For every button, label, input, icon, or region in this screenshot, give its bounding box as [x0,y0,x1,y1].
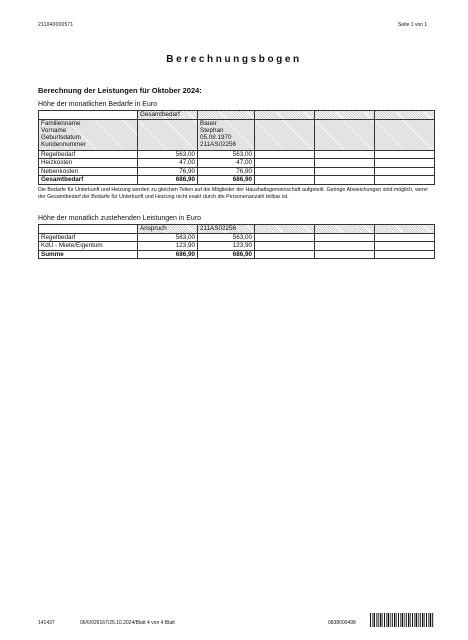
row-total: 563,00 [138,150,198,159]
person-label-lastname: Familienname [41,119,81,127]
benefits-header-empty [39,225,138,234]
empty-cell [375,159,435,168]
empty-cell [375,250,435,259]
needs-header-row [39,111,435,120]
sum-label: Gesamtbedarf [39,176,138,185]
row-claim: 563,00 [138,233,198,242]
needs-sum-row [39,176,435,185]
table-row [39,233,435,242]
row-label: Regelbedarf [39,150,138,159]
table-row [39,167,435,176]
header-page-number: Seite 1 von 1 [398,22,428,28]
sum-claim: 686,90 [138,250,198,259]
footer-code-left: 141437 [38,620,55,626]
empty-cell [255,233,315,242]
person-birthdate: 05.08.1970 [200,134,232,142]
needs-heading: Höhe der monatlichen Bedarfe in Euro [38,101,158,108]
barcode-icon [370,613,434,627]
needs-table [38,110,435,185]
benefits-header-cell [255,225,315,234]
empty-cell [255,242,315,251]
person-label-birthdate: Geburtsdatum [41,134,81,142]
needs-header-empty [39,111,138,120]
row-total: 76,90 [138,167,198,176]
empty-cell [375,150,435,159]
needs-col-total: Gesamtbedarf [138,111,198,120]
person-firstname: Stephan [200,126,224,134]
person-labels [39,119,138,150]
person-empty-cell [375,119,435,150]
empty-cell [315,233,375,242]
document-title: Berechnungsbogen [166,54,302,65]
person-total-empty [138,119,198,150]
row-person: 563,00 [198,150,255,159]
row-label: Heizkosten [39,159,138,168]
row-person: 76,90 [198,167,255,176]
sum-total: 686,90 [138,176,198,185]
sum-person: 686,90 [198,250,255,259]
needs-header-cell [375,111,435,120]
header-reference: 211040000571 [38,22,74,28]
table-row [39,150,435,159]
empty-cell [375,233,435,242]
needs-header-cell [255,111,315,120]
table-row [39,242,435,251]
row-label: Nebenkosten [39,167,138,176]
needs-person-row [39,119,435,150]
row-person: 123,90 [198,242,255,251]
sum-label: Summe [39,250,138,259]
person-empty-cell [315,119,375,150]
benefits-header-cell [315,225,375,234]
sum-person: 686,90 [198,176,255,185]
empty-cell [255,167,315,176]
benefits-sum-row [39,250,435,259]
person-empty-cell [255,119,315,150]
row-person: 47,00 [198,159,255,168]
empty-cell [375,176,435,185]
needs-header-cell [315,111,375,120]
person-customer-number: 211AS02256 [200,141,236,149]
empty-cell [315,167,375,176]
row-label: KdU - Miete/Eigentum [39,242,138,251]
empty-cell [315,242,375,251]
empty-cell [255,159,315,168]
empty-cell [255,150,315,159]
footer-reference: 06/6/026167/25.10.2024/Blatt 4 von 4 Blatt [80,620,175,626]
empty-cell [315,250,375,259]
row-claim: 123,90 [138,242,198,251]
empty-cell [315,159,375,168]
person-label-customer-number: Kundennummer [41,141,86,149]
empty-cell [315,176,375,185]
empty-cell [375,167,435,176]
empty-cell [255,176,315,185]
row-label: Regelbedarf [39,233,138,242]
empty-cell [375,242,435,251]
benefits-table [38,224,435,259]
needs-header-cell [198,111,255,120]
benefits-col-person: 211AS02256 [198,225,255,234]
benefits-header-row [39,225,435,234]
benefits-heading: Höhe der monatlich zustehenden Leistungen in Euro [38,215,202,222]
section-title: Berechnung der Leistungen für Oktober 2024: [38,86,202,95]
row-total: 47,00 [138,159,198,168]
benefits-col-claim: Anspruch [138,225,198,234]
empty-cell [255,250,315,259]
benefits-header-cell [375,225,435,234]
footer-code-right: 0838000498 [328,620,356,626]
row-person: 563,00 [198,233,255,242]
empty-cell [315,150,375,159]
allocation-note: Die Bedarfe für Unterkunft und Heizung werden zu gleichen Teilen auf die Mitglieder der Haushaltsgemeinschaft aufgeteilt. Geringe Abweichungen sind möglich, wenn der Gesamtbedarf der Bedarfe für Unterkunft und Heizung nicht exakt durch die Personenanzahl teilbar ist. [38,187,428,200]
person-lastname: Bauer [200,119,217,127]
table-row [39,159,435,168]
person-label-firstname: Vorname [41,126,67,134]
person-values [198,119,255,150]
